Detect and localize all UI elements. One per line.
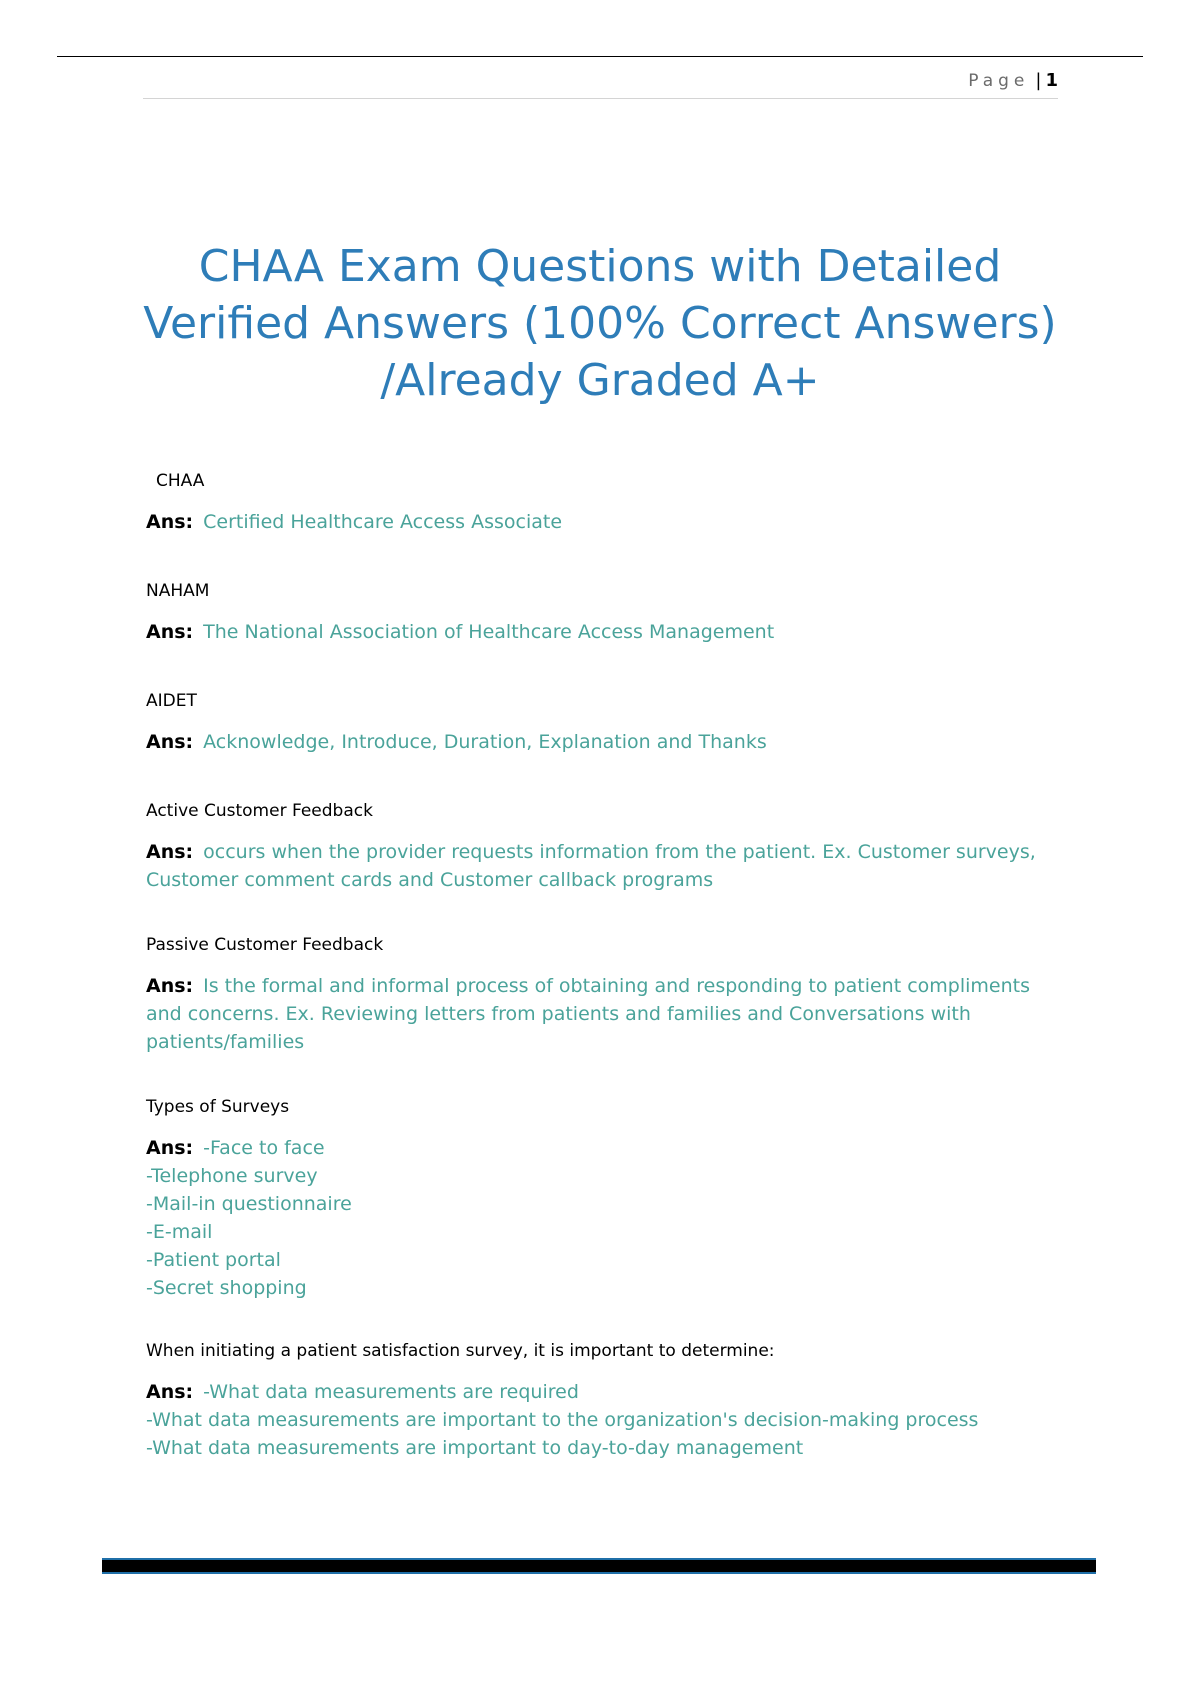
- answer-line: [146, 618, 1046, 646]
- answer-line: [146, 1000, 1046, 1028]
- title-line-2: Verified Answers (100% Correct Answers): [143, 298, 1057, 349]
- answer-line: [146, 508, 1046, 536]
- answer-text: [146, 838, 1046, 894]
- question-text: NAHAM: [146, 581, 210, 601]
- answer-label: Ans:: [146, 841, 194, 863]
- page-number: 1: [1045, 70, 1058, 91]
- answer-line-text: and concerns. Ex. Reviewing letters from patients and families and Conversations with: [146, 1003, 971, 1025]
- answer-line-text: -What data measurements are important to day-to-day management: [146, 1437, 804, 1459]
- document-title: [110, 238, 1090, 409]
- answer-line-text: occurs when the provider requests information from the patient. Ex. Customer surveys,: [203, 841, 1036, 863]
- qa-item: [146, 1338, 1046, 1462]
- answer-label: Ans:: [146, 621, 194, 643]
- question-text: When initiating a patient satisfaction survey, it is important to determine:: [146, 1341, 775, 1361]
- qa-item: [146, 932, 1046, 1056]
- answer-line-text: -E-mail: [146, 1221, 213, 1243]
- answer-line: [146, 972, 1046, 1000]
- qa-list: [146, 468, 1046, 1462]
- qa-item: [146, 1094, 1046, 1302]
- page-label: Page: [968, 71, 1030, 91]
- footer-bar: [102, 1558, 1096, 1574]
- answer-line: [146, 1274, 1046, 1302]
- question-text: Types of Surveys: [146, 1097, 290, 1117]
- answer-line: [146, 1218, 1046, 1246]
- answer-text: [146, 1378, 1046, 1462]
- answer-line-text: Is the formal and informal process of obtaining and responding to patient compliments: [203, 975, 1030, 997]
- page-header: [143, 70, 1058, 91]
- top-rule: [57, 56, 1143, 57]
- answer-label: Ans:: [146, 511, 194, 533]
- answer-line-text: -Telephone survey: [146, 1165, 318, 1187]
- question-text: AIDET: [146, 691, 197, 711]
- qa-item: [146, 578, 1046, 646]
- answer-text: [146, 508, 1046, 536]
- answer-line: [146, 1162, 1046, 1190]
- answer-line-text: Certified Healthcare Access Associate: [203, 511, 563, 533]
- answer-text: [146, 1134, 1046, 1302]
- answer-label: Ans:: [146, 731, 194, 753]
- answer-line-text: -Secret shopping: [146, 1277, 307, 1299]
- answer-line: [146, 1378, 1046, 1406]
- answer-line-text: -Mail-in questionnaire: [146, 1193, 352, 1215]
- question-text: Passive Customer Feedback: [146, 935, 384, 955]
- answer-line-text: -What data measurements are important to the organization's decision-making process: [146, 1409, 979, 1431]
- answer-text: [146, 618, 1046, 646]
- page-separator: |: [1035, 70, 1042, 91]
- answer-line-text: patients/families: [146, 1031, 305, 1053]
- answer-line: [146, 866, 1046, 894]
- answer-line: [146, 1246, 1046, 1274]
- qa-item: [146, 798, 1046, 894]
- answer-line: [146, 728, 1046, 756]
- answer-line: [146, 1406, 1046, 1434]
- answer-label: Ans:: [146, 975, 194, 997]
- answer-line-text: Customer comment cards and Customer callback programs: [146, 869, 714, 891]
- answer-line: [146, 1134, 1046, 1162]
- answer-line-text: The National Association of Healthcare Access Management: [203, 621, 775, 643]
- answer-line-text: -Face to face: [203, 1137, 325, 1159]
- qa-item: [146, 468, 1046, 536]
- answer-label: Ans:: [146, 1381, 194, 1403]
- answer-line: [146, 1190, 1046, 1218]
- qa-item: [146, 688, 1046, 756]
- answer-line: [146, 1434, 1046, 1462]
- answer-label: Ans:: [146, 1137, 194, 1159]
- question-text: CHAA: [156, 471, 205, 491]
- answer-line: [146, 838, 1046, 866]
- answer-line: [146, 1028, 1046, 1056]
- answer-line-text: Acknowledge, Introduce, Duration, Explanation and Thanks: [203, 731, 767, 753]
- answer-line-text: -What data measurements are required: [203, 1381, 579, 1403]
- question-text: Active Customer Feedback: [146, 801, 373, 821]
- title-line-1: CHAA Exam Questions with Detailed: [198, 241, 1002, 292]
- title-line-3: /Already Graded A+: [380, 355, 820, 406]
- answer-text: [146, 728, 1046, 756]
- answer-line-text: -Patient portal: [146, 1249, 281, 1271]
- header-rule: [143, 98, 1058, 99]
- answer-text: [146, 972, 1046, 1056]
